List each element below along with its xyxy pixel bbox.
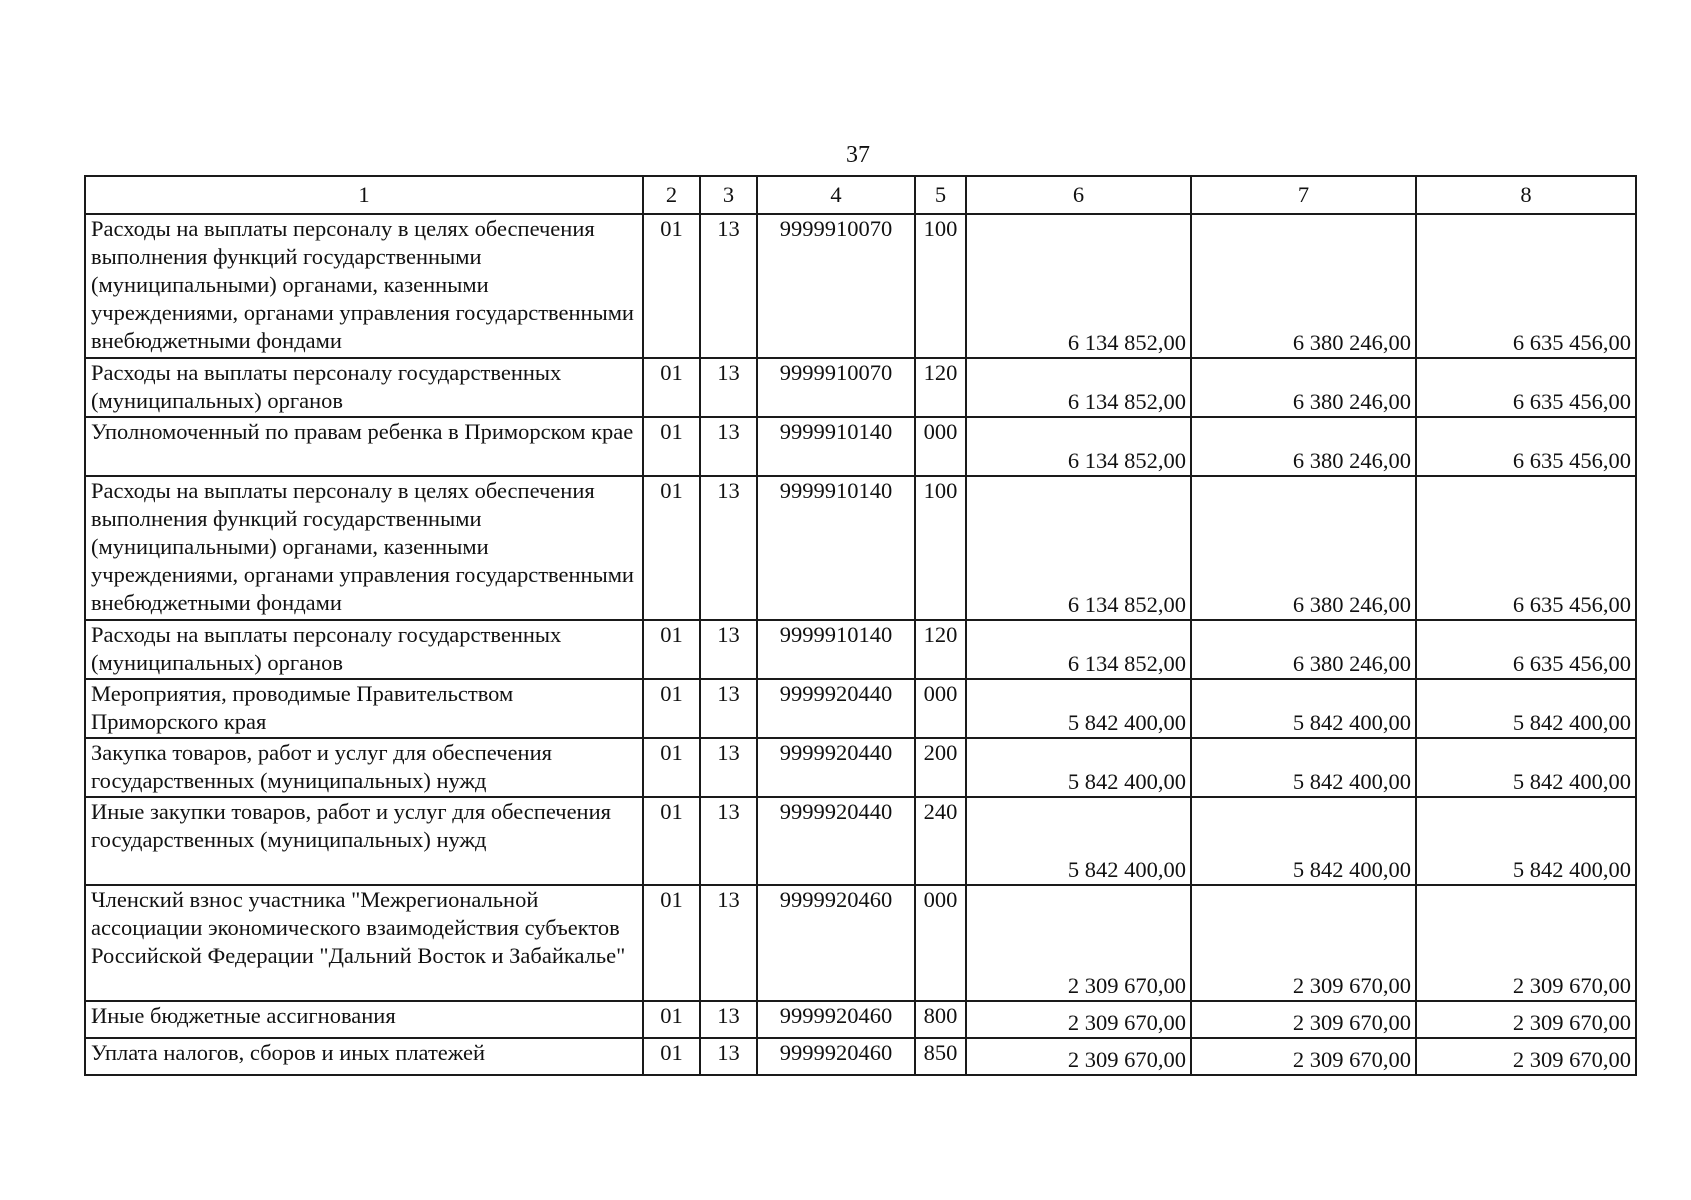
amount-col-7: 2 309 670,00: [1191, 885, 1416, 1001]
expense-name: Закупка товаров, работ и услуг для обеспечения государственных (муниципальных) нужд: [85, 738, 643, 797]
table-row: [85, 620, 1636, 679]
amount-col-8: 6 635 456,00: [1416, 620, 1636, 679]
subsection-code: 13: [700, 1038, 757, 1075]
amount-col-6: 2 309 670,00: [966, 885, 1191, 1001]
subsection-code: 13: [700, 1001, 757, 1038]
expense-type-code: 200: [915, 738, 966, 797]
amount-col-7: 6 380 246,00: [1191, 417, 1416, 476]
amount-col-7: 5 842 400,00: [1191, 679, 1416, 738]
section-code: 01: [643, 679, 700, 738]
amount-col-6: 6 134 852,00: [966, 476, 1191, 620]
amount-col-6: 5 842 400,00: [966, 738, 1191, 797]
target-article-code: 9999920440: [757, 797, 915, 885]
header-col-2: 2: [643, 176, 700, 214]
expense-type-code: 240: [915, 797, 966, 885]
subsection-code: 13: [700, 417, 757, 476]
subsection-code: 13: [700, 797, 757, 885]
target-article-code: 9999920460: [757, 885, 915, 1001]
section-code: 01: [643, 1038, 700, 1075]
table-row: [85, 1001, 1636, 1038]
expense-name: Уплата налогов, сборов и иных платежей: [85, 1038, 643, 1075]
subsection-code: 13: [700, 214, 757, 358]
amount-col-6: 5 842 400,00: [966, 679, 1191, 738]
amount-col-6: 2 309 670,00: [966, 1038, 1191, 1075]
amount-col-7: 2 309 670,00: [1191, 1038, 1416, 1075]
amount-col-8: 2 309 670,00: [1416, 1038, 1636, 1075]
expense-name: Иные закупки товаров, работ и услуг для обеспечения государственных (муниципальных) нужд: [85, 797, 643, 885]
table-row: [85, 738, 1636, 797]
budget-table: [84, 175, 1637, 1076]
expense-name: Уполномоченный по правам ребенка в Приморском крае: [85, 417, 643, 476]
target-article-code: 9999910140: [757, 620, 915, 679]
table-row: [85, 214, 1636, 358]
expense-name: Расходы на выплаты персоналу государственных (муниципальных) органов: [85, 358, 643, 417]
section-code: 01: [643, 214, 700, 358]
header-col-1: 1: [85, 176, 643, 214]
table-row: [85, 417, 1636, 476]
amount-col-7: 6 380 246,00: [1191, 358, 1416, 417]
amount-col-6: 6 134 852,00: [966, 358, 1191, 417]
expense-type-code: 000: [915, 679, 966, 738]
table-row: [85, 797, 1636, 885]
amount-col-6: 6 134 852,00: [966, 620, 1191, 679]
section-code: 01: [643, 1001, 700, 1038]
amount-col-7: 6 380 246,00: [1191, 620, 1416, 679]
expense-type-code: 000: [915, 885, 966, 1001]
expense-name: Мероприятия, проводимые Правительством Приморского края: [85, 679, 643, 738]
header-col-8: 8: [1416, 176, 1636, 214]
expense-name: Иные бюджетные ассигнования: [85, 1001, 643, 1038]
amount-col-8: 2 309 670,00: [1416, 1001, 1636, 1038]
target-article-code: 9999920440: [757, 738, 915, 797]
subsection-code: 13: [700, 476, 757, 620]
expense-name: Расходы на выплаты персоналу государственных (муниципальных) органов: [85, 620, 643, 679]
section-code: 01: [643, 885, 700, 1001]
header-col-3: 3: [700, 176, 757, 214]
table-header-row: [85, 176, 1636, 214]
amount-col-8: 5 842 400,00: [1416, 738, 1636, 797]
amount-col-8: 6 635 456,00: [1416, 214, 1636, 358]
expense-type-code: 000: [915, 417, 966, 476]
amount-col-8: 2 309 670,00: [1416, 885, 1636, 1001]
target-article-code: 9999920460: [757, 1038, 915, 1075]
expense-type-code: 850: [915, 1038, 966, 1075]
amount-col-8: 5 842 400,00: [1416, 797, 1636, 885]
section-code: 01: [643, 476, 700, 620]
amount-col-8: 6 635 456,00: [1416, 476, 1636, 620]
expense-type-code: 100: [915, 214, 966, 358]
target-article-code: 9999920460: [757, 1001, 915, 1038]
amount-col-8: 5 842 400,00: [1416, 679, 1636, 738]
page-number: 37: [846, 142, 870, 168]
header-col-6: 6: [966, 176, 1191, 214]
table-row: [85, 358, 1636, 417]
expense-type-code: 120: [915, 358, 966, 417]
header-col-5: 5: [915, 176, 966, 214]
amount-col-7: 6 380 246,00: [1191, 214, 1416, 358]
table-row: [85, 885, 1636, 1001]
section-code: 01: [643, 417, 700, 476]
section-code: 01: [643, 620, 700, 679]
amount-col-7: 5 842 400,00: [1191, 797, 1416, 885]
target-article-code: 9999910140: [757, 476, 915, 620]
section-code: 01: [643, 797, 700, 885]
subsection-code: 13: [700, 358, 757, 417]
amount-col-6: 2 309 670,00: [966, 1001, 1191, 1038]
expense-name: Расходы на выплаты персоналу в целях обеспечения выполнения функций государственными (муниципальными) органами, казенными учреждениями, органами управления государственными внебюджетными фондами: [85, 476, 643, 620]
expense-type-code: 120: [915, 620, 966, 679]
expense-name: Расходы на выплаты персоналу в целях обеспечения выполнения функций государственными (муниципальными) органами, казенными учреждениями, органами управления государственными внебюджетными фондами: [85, 214, 643, 358]
target-article-code: 9999910140: [757, 417, 915, 476]
table-row: [85, 1038, 1636, 1075]
amount-col-6: 5 842 400,00: [966, 797, 1191, 885]
section-code: 01: [643, 358, 700, 417]
amount-col-6: 6 134 852,00: [966, 417, 1191, 476]
section-code: 01: [643, 738, 700, 797]
amount-col-8: 6 635 456,00: [1416, 358, 1636, 417]
target-article-code: 9999920440: [757, 679, 915, 738]
expense-type-code: 100: [915, 476, 966, 620]
table-row: [85, 476, 1636, 620]
target-article-code: 9999910070: [757, 214, 915, 358]
subsection-code: 13: [700, 679, 757, 738]
table-row: [85, 679, 1636, 738]
amount-col-8: 6 635 456,00: [1416, 417, 1636, 476]
amount-col-7: 6 380 246,00: [1191, 476, 1416, 620]
header-col-4: 4: [757, 176, 915, 214]
subsection-code: 13: [700, 620, 757, 679]
amount-col-6: 6 134 852,00: [966, 214, 1191, 358]
expense-name: Членский взнос участника "Межрегиональной ассоциации экономического взаимодействия субъектов Российской Федерации "Дальний Восток и Забайкалье": [85, 885, 643, 1001]
subsection-code: 13: [700, 885, 757, 1001]
amount-col-7: 5 842 400,00: [1191, 738, 1416, 797]
expense-type-code: 800: [915, 1001, 966, 1038]
header-col-7: 7: [1191, 176, 1416, 214]
target-article-code: 9999910070: [757, 358, 915, 417]
subsection-code: 13: [700, 738, 757, 797]
amount-col-7: 2 309 670,00: [1191, 1001, 1416, 1038]
